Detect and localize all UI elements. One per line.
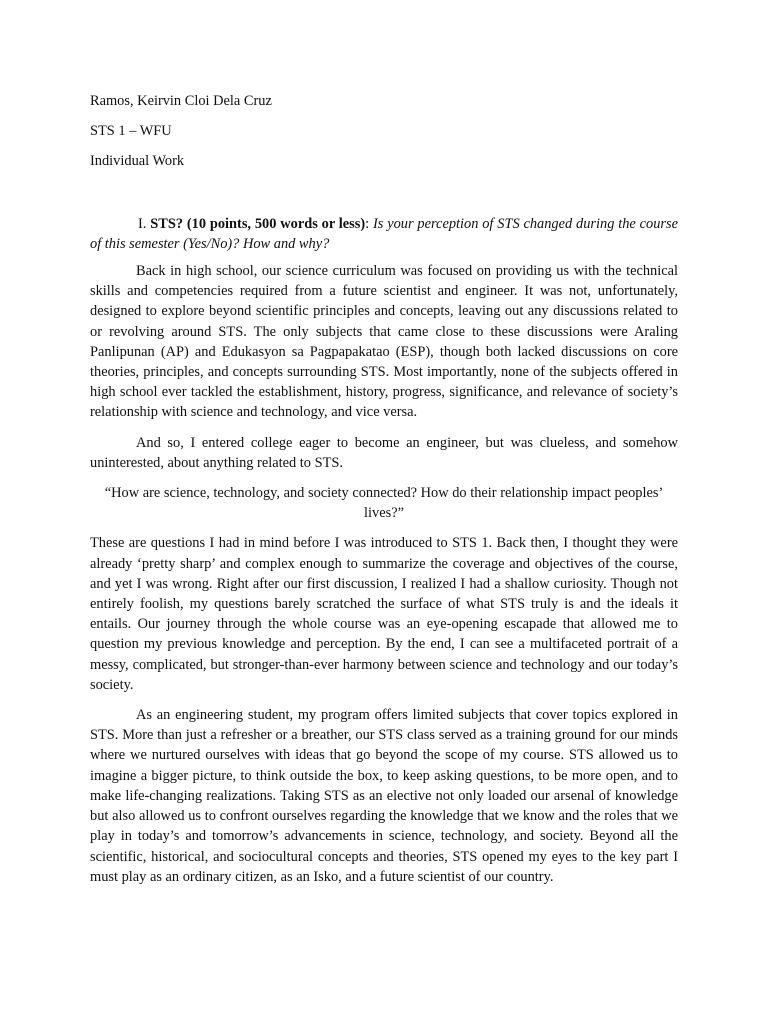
question-colon: : [365, 215, 370, 232]
paragraph-engineering: As an engineering student, my program offers limited subjects that cover topics explored in STS. More than just a refresher or a breather, our STS class served as a training ground for our minds where we nurtured ourselves with ideas that go beyond the scope of my course. STS allowed us to imagine a bigger picture, to think outside the box, to keep asking questions, to be more open, and to make life-changing realizations. Taking STS as an elective not only loaded our arsenal of knowledge but also allowed us to confront ourselves regarding the knowledge that we know and the roles that we play in today’s and tomorrow’s advancements in science, technology, and society. Beyond all the scientific, historical, and sociocultural concepts and theories, STS opened my eyes to the key part I must play as an ordinary citizen, as an Isko, and a future scientist of our country. [90, 707, 678, 885]
question-prompt: Is your perception of STS changed during the course of this semester (Yes/No)? How and why? [90, 215, 678, 252]
course-code: STS 1 – WFU [90, 123, 172, 140]
student-name: Ramos, Keirvin Cloi Dela Cruz [90, 93, 272, 109]
question-heading [90, 214, 678, 254]
paragraph-high-school: Back in high school, our science curriculum was focused on providing us with the technical skills and competencies required from a future scientist and engineer. It was not, unfortunately, designed to explore beyond scientific principles and concepts, leaving out any discussions related to or revolving around STS. The only subjects that came close to these discussions were Araling Panlipunan (AP) and Edukasyon sa Pagpapakatao (ESP), though both lacked discussions on core theories, principles, and concepts surrounding STS. Most importantly, none of the subjects offered in high school ever tackled the establishment, history, progress, significance, and relevance of society’s relationship with science and technology, and vice versa. [90, 263, 678, 421]
paragraph-college: And so, I entered college eager to become an engineer, but was clueless, and somehow uninterested, about anything related to STS. [90, 434, 678, 471]
quoted-questions: “How are science, technology, and society connected? How do their relationship impact peoples’ lives?” [104, 485, 664, 522]
paragraph-introduction: These are questions I had in mind before I was introduced to STS 1. Back then, I thought they were already ‘pretty sharp’ and complex enough to summarize the coverage and objectives of the course, and yet I was wrong. Right after our first discussion, I realized I had a shallow curiosity. Though not entirely foolish, my questions barely scratched the surface of what STS truly is and the ideals it entails. Our journey through the whole course was an eye-opening escapade that allowed me to question my previous knowledge and perception. By the end, I can see a multifaceted portrait of a messy, complicated, but stronger-than-ever harmony between science and technology and our today’s society. [90, 535, 678, 693]
work-type: Individual Work [90, 153, 185, 170]
document-content [90, 91, 678, 897]
question-number: I. [138, 215, 147, 232]
question-title: STS? (10 points, 500 words or less) [150, 215, 366, 232]
